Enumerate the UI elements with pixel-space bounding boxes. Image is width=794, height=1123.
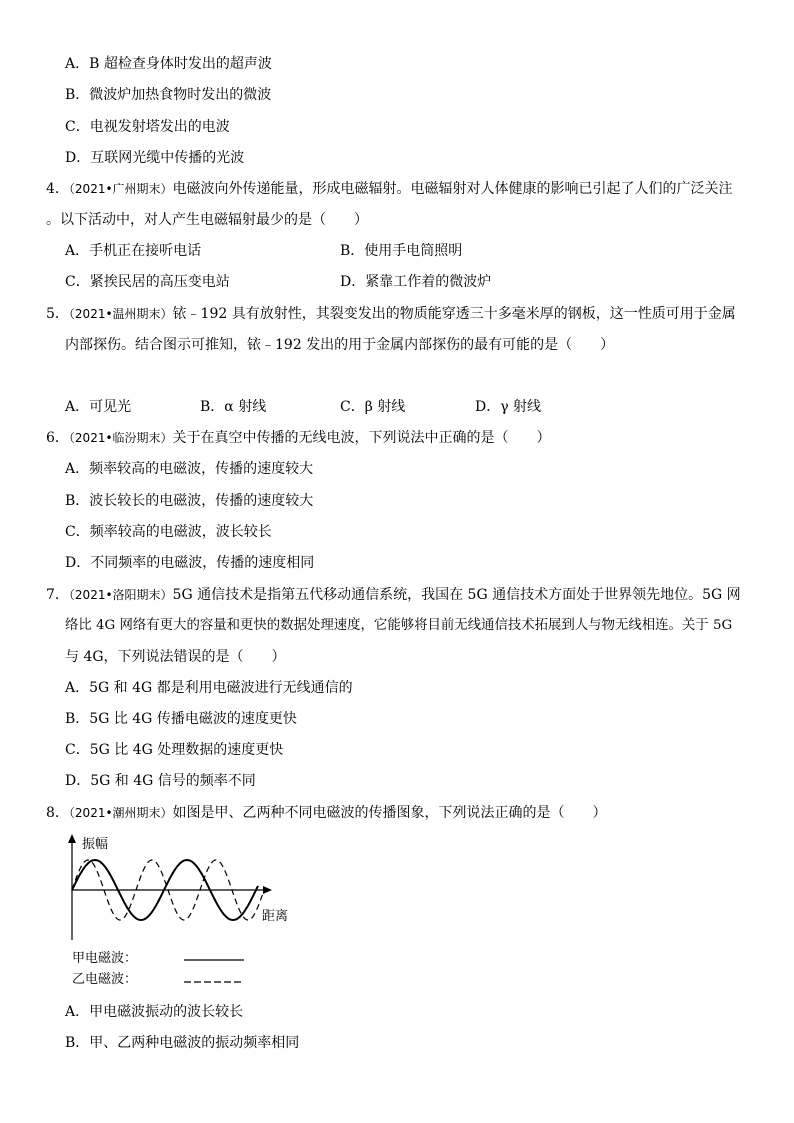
q4-stem-line2: 。以下活动中，对人产生电磁辐射最少的是（ ）: [46, 212, 368, 228]
q7-option-b: B．5G 比 4G 传播电磁波的速度更快: [65, 711, 297, 727]
q6-number: 6．: [46, 430, 69, 446]
q3-option-d: D．互联网光缆中传播的光波: [65, 150, 245, 166]
q5-source: （2021•温州期末）: [68, 307, 173, 321]
q4-stem-line1: [46, 180, 733, 198]
q6-option-d: D．不同频率的电磁波，传播的速度相同: [65, 555, 315, 571]
q6-source: （2021•临汾期末）: [68, 431, 173, 445]
q3-option-b: B．微波炉加热食物时发出的微波: [65, 87, 272, 103]
q4-option-c: C．紧挨民居的高压变电站: [65, 274, 230, 290]
q4-option-b: B．使用手电筒照明: [340, 243, 463, 259]
q5-text-1: 铱﹣192 具有放射性，其裂变发出的物质能穿透三十多毫米厚的钢板，这一性质可用于金属: [172, 306, 736, 322]
q7-number: 7．: [46, 587, 69, 603]
q7-stem-line2: 络比 4G 网络有更大的容量和更快的数据处理速度，它能够将目前无线通信技术拓展到人与物无线相连。关于 5G: [65, 618, 733, 633]
q7-stem-line3: 与 4G，下列说法错误的是（ ）: [65, 649, 286, 665]
q4-number: 4．: [46, 181, 69, 197]
q6-stem-line1: [46, 429, 551, 447]
q5-stem-line2: 内部探伤。结合图示可推知，铱﹣192 发出的用于金属内部探伤的最有可能的是（ ）: [65, 337, 615, 353]
q5-option-c: C．β 射线: [340, 399, 406, 415]
q5-option-d: D．γ 射线: [475, 399, 542, 415]
q8-option-a: A．甲电磁波振动的波长较长: [65, 1004, 244, 1020]
q5-number: 5．: [46, 306, 69, 322]
y-axis-arrow: [68, 834, 76, 843]
q4-text-1: 电磁波向外传递能量，形成电磁辐射。电磁辐射对人体健康的影响已引起了人们的广泛关注: [172, 181, 733, 197]
q7-text-1: 5G 通信技术是指第五代移动通信系统，我国在 5G 通信技术方面处于世界领先地位。5G 网: [172, 587, 741, 603]
legend-yi-line: [184, 980, 246, 984]
q3-option-c: C．电视发射塔发出的电波: [65, 119, 230, 135]
legend-jia-label: 甲电磁波：: [72, 951, 138, 966]
q5-option-b: B．α 射线: [200, 399, 267, 415]
q8-option-b: B．甲、乙两种电磁波的振动频率相同: [65, 1035, 300, 1051]
q7-option-c: C．5G 比 4G 处理数据的速度更快: [65, 742, 284, 758]
q7-option-d: D．5G 和 4G 信号的频率不同: [65, 773, 256, 789]
wave-diagram: [60, 832, 310, 942]
x-axis-label: 距离: [262, 909, 289, 924]
q7-option-a: A．5G 和 4G 都是利用电磁波进行无线通信的: [65, 680, 353, 696]
q6-option-a: A．频率较高的电磁波，传播的速度较大: [65, 461, 314, 477]
q4-option-d: D．紧靠工作着的微波炉: [340, 274, 492, 290]
q8-source: （2021•潮州期末）: [68, 806, 173, 820]
q8-number: 8．: [46, 805, 69, 821]
q8-stem-line1: [46, 804, 607, 822]
q3-option-a: A．B 超检查身体时发出的超声波: [65, 56, 272, 72]
y-axis-label: 振幅: [82, 837, 109, 852]
legend-jia-line: [184, 958, 246, 962]
q4-source: （2021•广州期末）: [68, 182, 173, 196]
q7-stem-line1: [46, 586, 741, 604]
q8-text-1: 如图是甲、乙两种不同电磁波的传播图象，下列说法正确的是（ ）: [172, 805, 607, 821]
q6-text-1: 关于在真空中传播的无线电波，下列说法中正确的是（ ）: [172, 430, 551, 446]
q7-source: （2021•洛阳期末）: [68, 588, 173, 602]
q5-stem-line1: [46, 305, 736, 323]
q4-option-a: A．手机正在接听电话: [65, 243, 202, 259]
q5-option-a: A．可见光: [65, 399, 132, 415]
q6-option-b: B．波长较长的电磁波，传播的速度较大: [65, 493, 314, 509]
q6-option-c: C．频率较高的电磁波，波长较长: [65, 524, 272, 540]
legend-yi-label: 乙电磁波：: [72, 972, 138, 987]
